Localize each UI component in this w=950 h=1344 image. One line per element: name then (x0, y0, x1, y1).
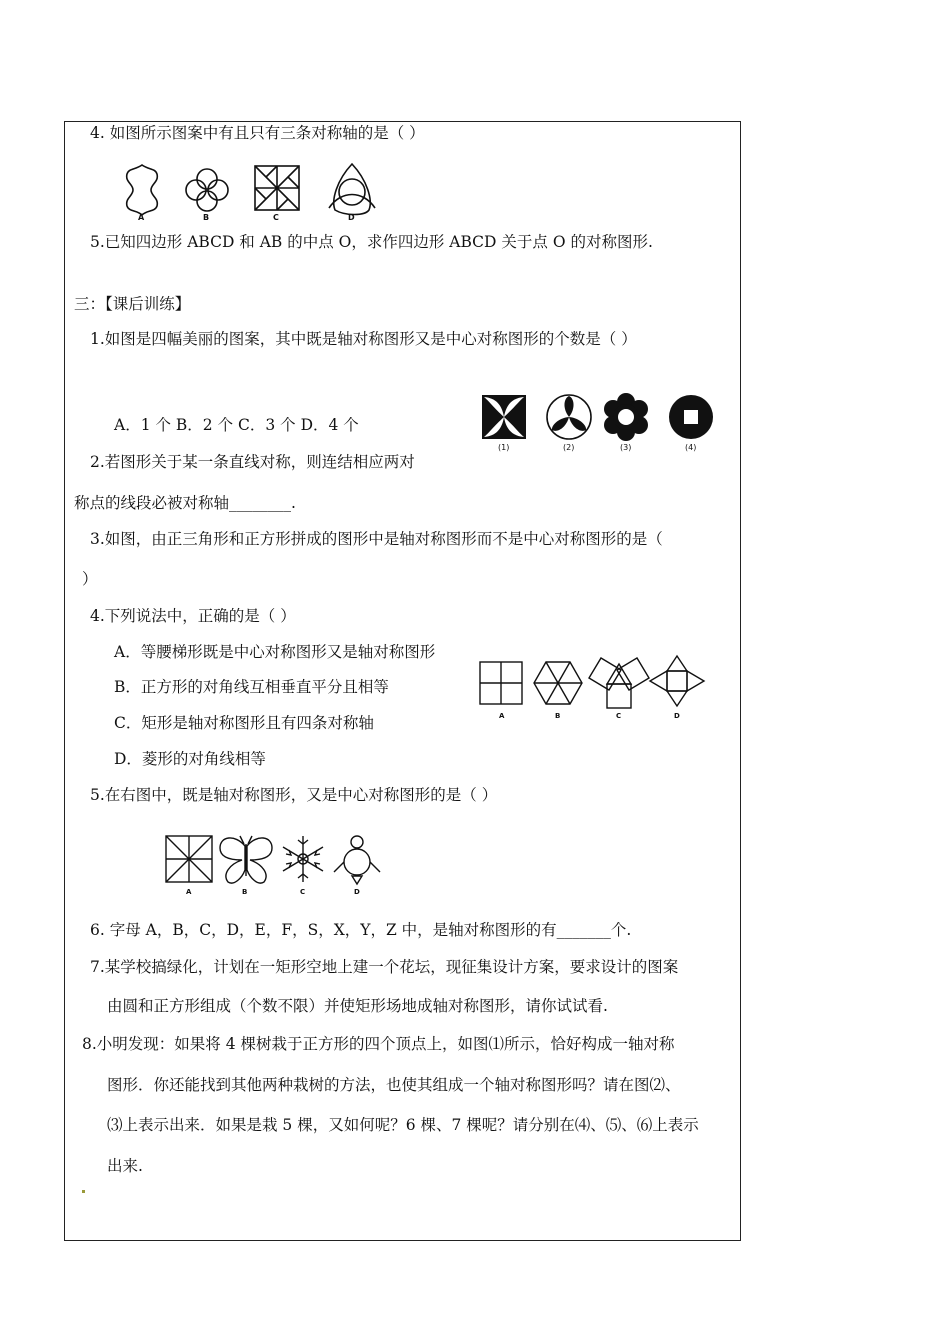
figure-b-hexagon (534, 662, 582, 704)
training-q6-text: 6. 字母 A，B，C，D，E，F，S，X，Y，Z 中，是轴对称图形的有_______个. (90, 921, 632, 939)
training-q8-line1: 8.小明发现：如果将 4 棵树栽于正方形的四个顶点上，如图⑴所示，恰好构成一轴对称 (82, 1035, 675, 1053)
training-q8-line3: ⑶上表示出来．如果是栽 5 棵，又如何呢？6 棵、7 棵呢？请分别在⑷、⑸、⑹上表示 (107, 1116, 699, 1134)
pattern-3-label: (3) (620, 443, 632, 452)
figure-d-label: D (674, 712, 680, 720)
figure-b-label: B (242, 888, 248, 896)
question-4-text: 4. 如图所示图案中有且只有三条对称轴的是（ ） (90, 124, 425, 142)
training-q2-line1: 2.若图形关于某一条直线对称，则连结相应两对 (90, 453, 415, 471)
training-q1-text: 1.如图是四幅美丽的图案，其中既是轴对称图形又是中心对称图形的个数是（ ） (90, 330, 637, 348)
training-q7-line1: 7.某学校搞绿化，计划在一矩形空地上建一个花坛，现征集设计方案，要求设计的图案 (90, 958, 679, 976)
training-q2-line2: 称点的线段必被对称轴________. (74, 494, 296, 512)
pattern-1-label: (1) (498, 443, 510, 452)
figure-b-butterfly (220, 836, 272, 883)
figure-d-star-square (650, 656, 704, 706)
pattern-3 (604, 393, 648, 441)
training-q1-figures (474, 378, 724, 456)
figure-a-four-squares (480, 662, 522, 704)
figure-c-label: C (300, 888, 306, 896)
pattern-2 (547, 395, 591, 439)
training-q7-line2: 由圆和正方形组成（个数不限）并使矩形场地成轴对称图形，请你试试看. (107, 997, 608, 1015)
section-heading: 三：【课后训练】 (74, 295, 191, 313)
training-q1-choices: A．1 个 B．2 个 C．3 个 D．4 个 (114, 416, 359, 434)
training-q3-line2: ） (82, 570, 98, 588)
training-q8-line4: 出来. (107, 1157, 143, 1175)
training-q5-figures (160, 830, 390, 898)
training-q3-line1: 3.如图，由正三角形和正方形拼成的图形中是轴对称图形而不是中心对称图形的是（ (90, 530, 663, 548)
training-q8-line2: 图形．你还能找到其他两种栽树的方法，也使其组成一个轴对称图形吗？请在图⑵、 (107, 1076, 681, 1094)
figure-a-pinwheel (166, 836, 212, 882)
pattern-4 (669, 395, 713, 439)
figure-c-snowflake (283, 836, 323, 882)
figure-a-label: A (499, 712, 505, 720)
option-c-shape (255, 166, 299, 210)
figure-c-label: C (616, 712, 622, 720)
option-d-shape (329, 164, 375, 215)
option-c-label: C (273, 213, 279, 222)
stray-dot (82, 1190, 85, 1193)
training-q4-option-c: C．矩形是轴对称图形且有四条对称轴 (114, 714, 374, 732)
training-q4-option-b: B．正方形的对角线互相垂直平分且相等 (114, 678, 389, 696)
figure-a-label: A (186, 888, 192, 896)
figure-d-label: D (354, 888, 360, 896)
figure-c-squares-triangle (589, 658, 649, 708)
option-a-shape (127, 165, 158, 215)
option-b-shape (186, 169, 228, 211)
training-q3-figures (476, 654, 710, 722)
figure-b-label: B (555, 712, 561, 720)
pattern-2-label: (2) (563, 443, 575, 452)
training-q4-option-d: D．菱形的对角线相等 (114, 750, 266, 768)
option-a-label: A (138, 213, 145, 222)
option-d-label: D (348, 213, 355, 222)
figure-d-snowman (334, 836, 380, 884)
training-q4-option-a: A．等腰梯形既是中心对称图形又是轴对称图形 (114, 643, 436, 661)
pattern-4-label: (4) (685, 443, 697, 452)
training-q4-text: 4.下列说法中，正确的是（ ） (90, 607, 296, 625)
training-q5-text: 5.在右图中，既是轴对称图形，又是中心对称图形的是（ ） (90, 786, 498, 804)
option-b-label: B (203, 213, 210, 222)
question-4-figures (115, 160, 385, 222)
question-5-text: 5.已知四边形 ABCD 和 AB 的中点 O，求作四边形 ABCD 关于点 O 的对称图形. (90, 233, 653, 251)
pattern-1 (482, 395, 526, 439)
